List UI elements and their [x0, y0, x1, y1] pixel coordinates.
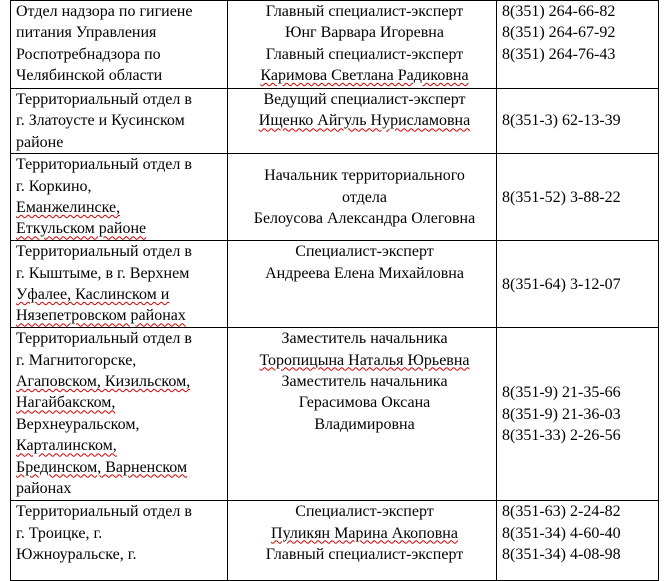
phone-number: 8(351-3) 62-13-39 — [502, 112, 621, 130]
department-line: г. Магнитогорске, — [16, 351, 137, 369]
staff-cell — [228, 501, 497, 581]
phone-number: 8(351-52) 3-88-22 — [502, 188, 621, 206]
phone-number: 8(351) 264-66-82 — [502, 3, 616, 20]
phone-number: 8(351) 264-67-92 — [502, 24, 616, 42]
department-line: Карталинском, — [16, 437, 117, 455]
department-line: Агаповском, Кизильском, — [16, 373, 191, 391]
table-row — [11, 501, 659, 581]
department-cell — [11, 241, 228, 328]
department-line: Еткульском районе — [16, 220, 147, 238]
phone-number: 8(351) 264-76-43 — [502, 45, 616, 63]
department-line: районе — [16, 133, 64, 151]
department-line: Территориальный отдел в — [16, 243, 192, 261]
department-cell — [11, 89, 228, 154]
department-line: г. Кыштыме, в г. Верхнем — [16, 264, 190, 282]
staff-cell — [228, 154, 497, 241]
department-line: Территориальный отдел в — [16, 503, 192, 521]
phone-cell — [497, 1, 659, 89]
staff-line: Герасимова Оксана — [298, 394, 431, 412]
phone-number: 8(351-34) 4-60-40 — [502, 524, 621, 542]
staff-cell — [228, 89, 497, 154]
phone-cell — [497, 241, 659, 328]
staff-cell — [228, 241, 497, 328]
department-line: г. Троицке, г. — [16, 524, 103, 542]
department-line: г. Златоусте и Кусинском — [16, 112, 185, 130]
staff-line: Пуликян Марина Акоповна — [271, 524, 458, 542]
staff-line: отдела — [342, 188, 387, 206]
staff-cell — [228, 1, 497, 89]
department-line: Брединском, Варненском — [16, 458, 188, 476]
contacts-table — [10, 0, 659, 581]
staff-line: Главный специалист-эксперт — [265, 3, 464, 20]
department-line: г. Коркино, — [16, 177, 92, 195]
staff-line: Начальник территориального — [264, 167, 465, 185]
table-row — [11, 154, 659, 241]
staff-line: Главный специалист-эксперт — [265, 546, 464, 564]
staff-line: Заместитель начальника — [281, 330, 448, 348]
phone-number: 8(351-33) 2-26-56 — [502, 426, 621, 444]
department-line: Челябинской области — [16, 67, 163, 85]
phone-number: 8(351-63) 2-24-82 — [502, 503, 621, 521]
phone-cell — [497, 89, 659, 154]
phone-cell — [497, 328, 659, 501]
department-line: Верхнеуральском, — [16, 415, 140, 433]
department-cell — [11, 328, 228, 501]
staff-cell — [228, 328, 497, 501]
department-line: Территориальный отдел в — [16, 91, 192, 108]
staff-line: Андреева Елена Михайловна — [265, 264, 464, 282]
staff-line: Юнг Варвара Игоревна — [285, 24, 444, 42]
staff-line: Ведущий специалист-эксперт — [263, 91, 466, 108]
phone-number: 8(351-9) 21-35-66 — [502, 384, 621, 402]
table-row — [11, 241, 659, 328]
department-line: Уфалее, Каслинском и — [16, 286, 170, 304]
table-row — [11, 1, 659, 89]
department-line: питания Управления — [16, 24, 157, 42]
staff-line: Специалист-эксперт — [295, 243, 434, 261]
department-line: Отдел надзора по гигиене — [16, 3, 193, 20]
department-cell — [11, 1, 228, 89]
department-cell — [11, 501, 228, 581]
table-row — [11, 328, 659, 501]
phone-cell — [497, 154, 659, 241]
department-line: Нагайбакском, — [16, 394, 116, 412]
department-line: Южноуральске, г. — [16, 546, 137, 564]
staff-line: Торопицына Наталья Юрьевна — [259, 351, 470, 369]
department-line: районах — [16, 480, 72, 498]
table-row — [11, 89, 659, 154]
staff-line: Заместитель начальника — [281, 373, 448, 391]
staff-line: Каримова Светлана Радиковна — [260, 67, 469, 85]
staff-line: Белоусова Александра Олеговна — [253, 209, 476, 227]
staff-line: Специалист-эксперт — [295, 503, 434, 521]
department-cell — [11, 154, 228, 241]
department-line: Территориальный отдел в — [16, 156, 192, 174]
staff-line: Владимировна — [314, 415, 415, 433]
department-line: Нязепетровском районах — [16, 307, 186, 325]
department-line: Роспотребнадзора по — [16, 45, 161, 63]
phone-number: 8(351-64) 3-12-07 — [502, 275, 621, 293]
phone-number: 8(351-9) 21-36-03 — [502, 405, 621, 423]
phone-cell — [497, 501, 659, 581]
department-line: Территориальный отдел в — [16, 330, 192, 348]
phone-number: 8(351-34) 4-08-98 — [502, 546, 621, 564]
department-line: Еманжелинске, — [16, 199, 121, 217]
staff-line: Ищенко Айгуль Нурисламовна — [258, 112, 471, 130]
staff-line: Главный специалист-эксперт — [265, 45, 464, 63]
